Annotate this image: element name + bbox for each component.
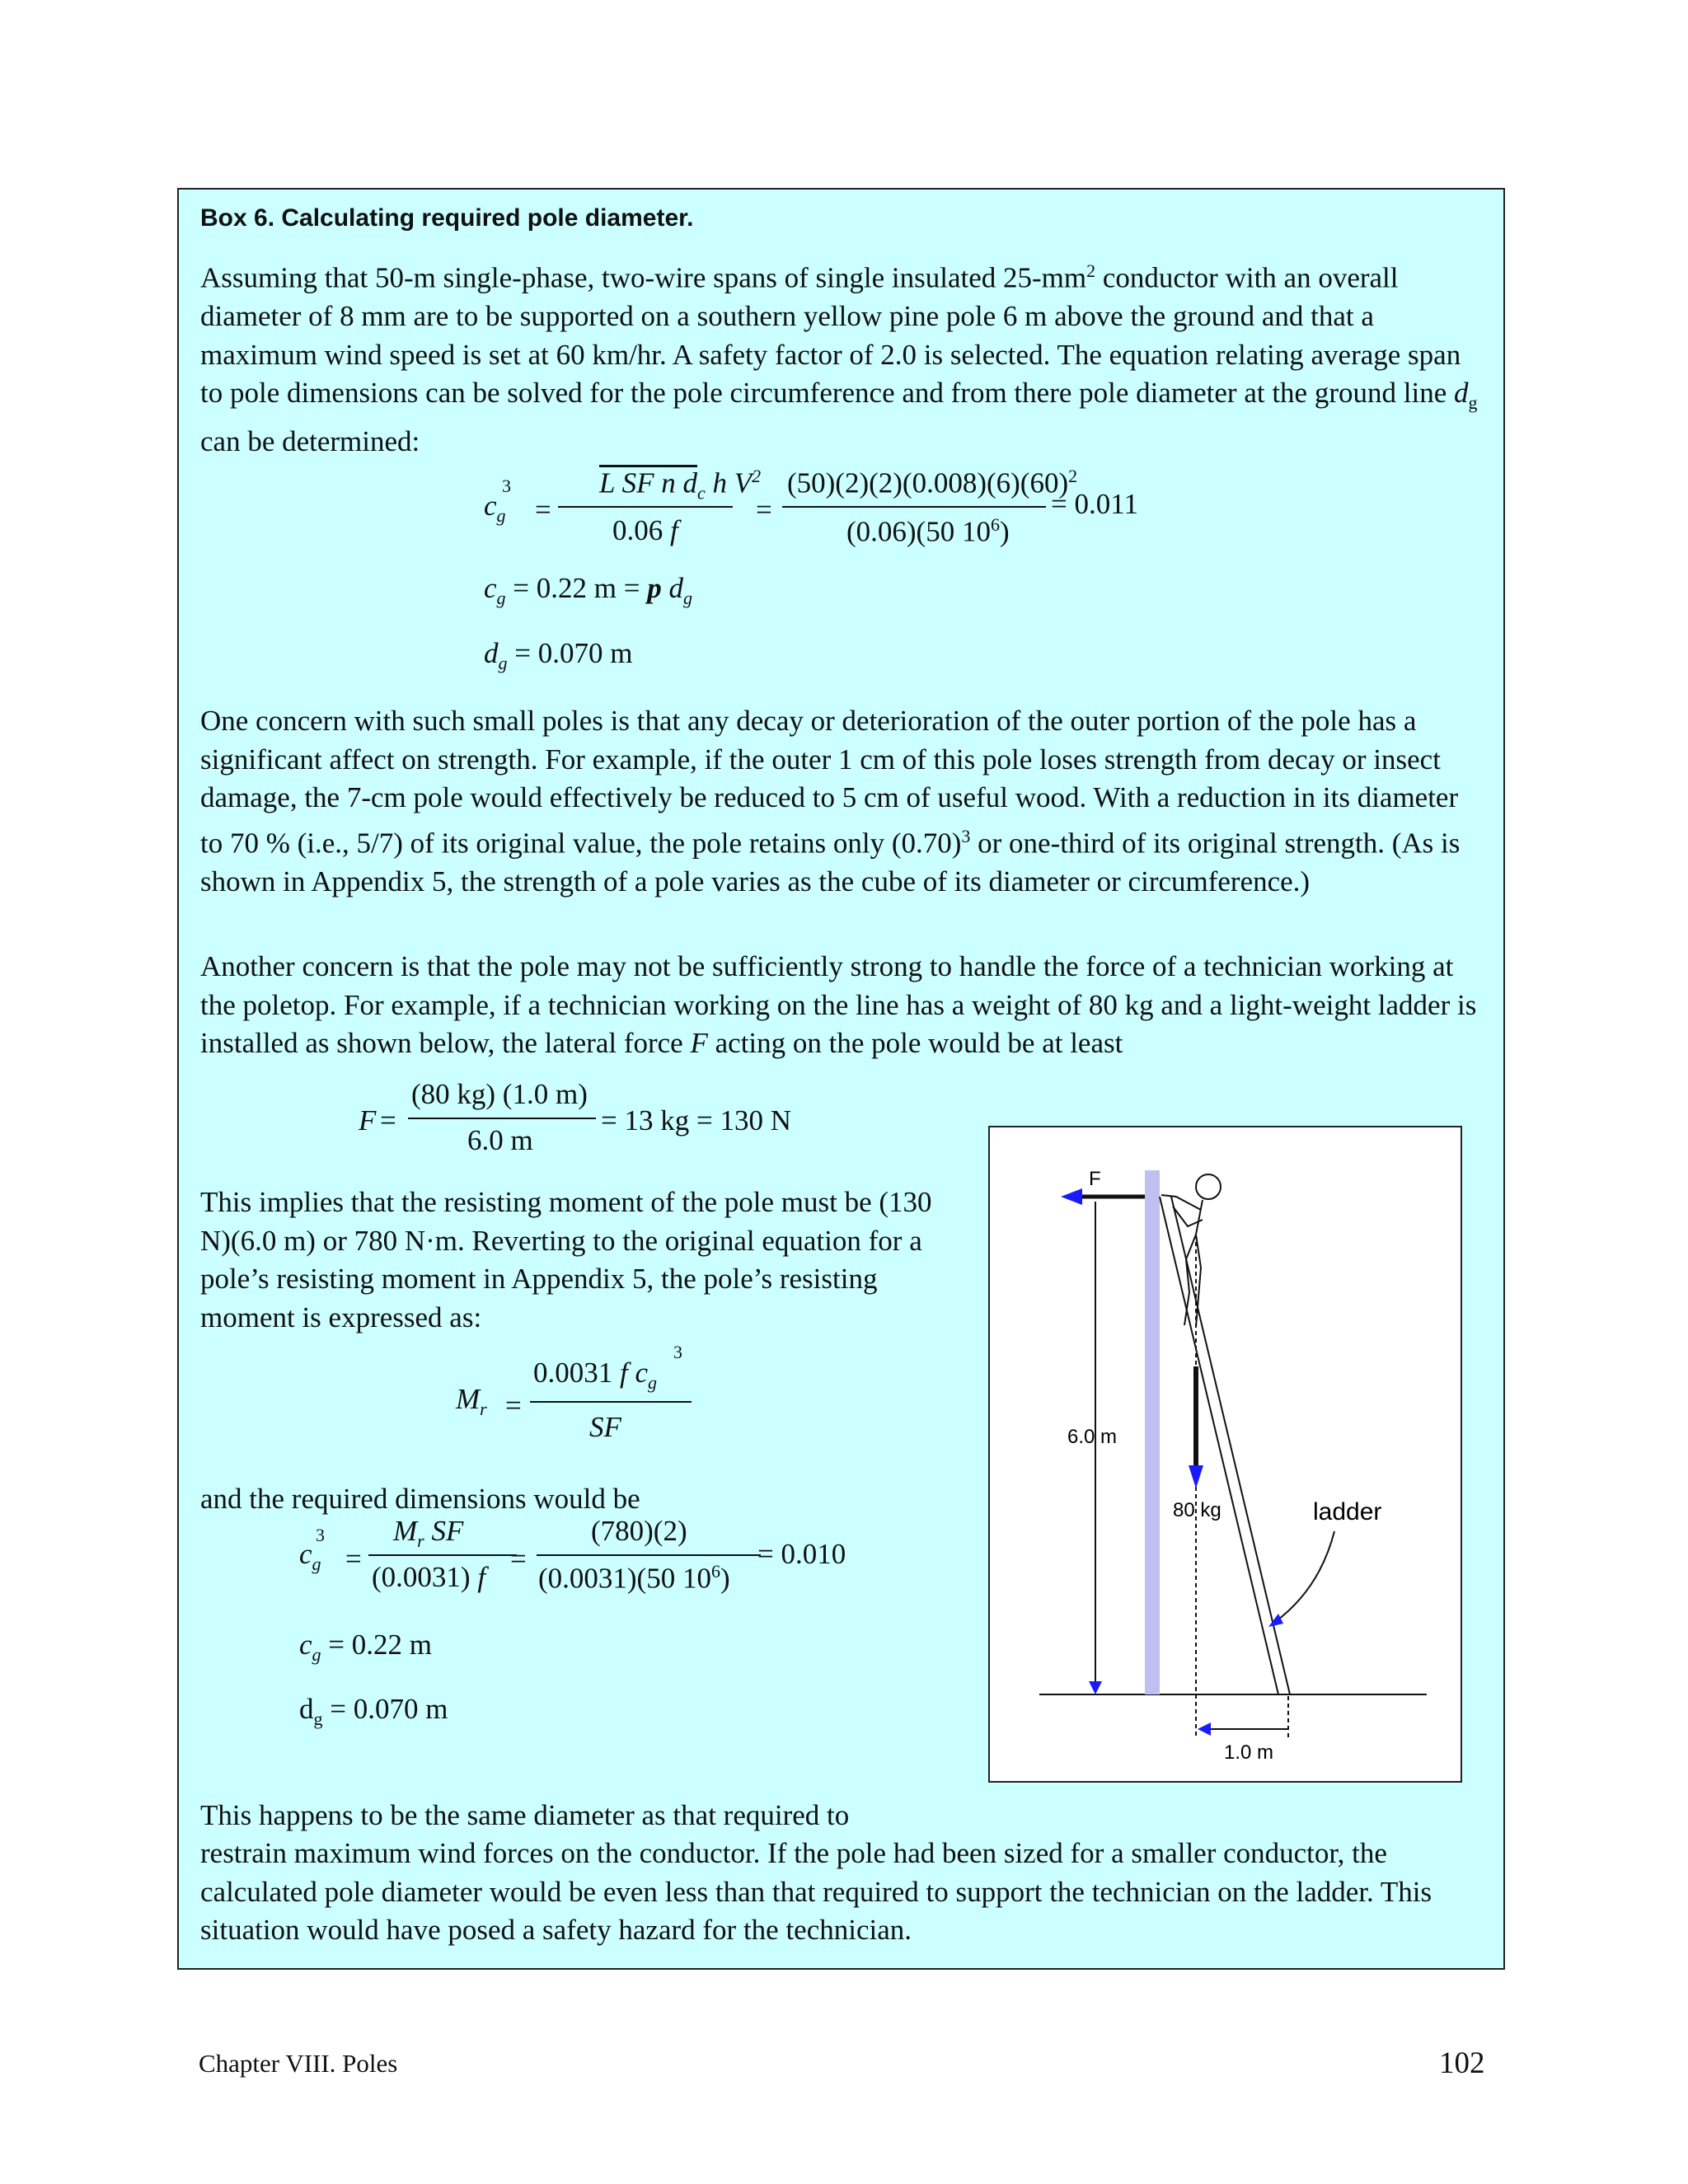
- paragraph-2: One concern with such small poles is that any decay or deterioration of the outer portion of the pole has a significant affect on strength. For example, if the outer 1 cm of this pole loses strength from decay or insect damage, the 7-cm pole would effectively be reduced to 5 cm of useful wood. With a reduction in its diameter to 70 % (i.e., 5/7) of its original value, the pole retains only $(0.70)^3$ or one-third of its original strength. (As is shown in Appendix 5, the strength of a pole varies as the cube of its diameter or circumference.): [200, 705, 1461, 898]
- technician-leg: [1184, 1235, 1196, 1325]
- ladder-leader: [1275, 1531, 1334, 1622]
- weight-arrowhead: [1189, 1465, 1203, 1488]
- box-6: Box 6. Calculating required pole diameter. Assuming that 50-m single-phase, two-wire spans of single insulated $25-mm^2$ conductor with an overall diameter of 8 mm are to be supported on a southern yellow pine pole 6 m above the ground and that a maximum wind speed is set at 60 km/hr. A safety factor of 2.0 is selected. The equation relating average span to pole dimensions can be solved for the pole circumference and from there pole diameter at the ground line $d_g$ can be determined: $c_g$ 3 = L SF n $d_c$ h $V^2$ 0.06 f = $(50)(2)(2)(0.008)(6)(60)^2$ (0.06)(50 $10^6$) = 0.011 $c_g = 0.22$ m = p $d_g$ $d_g = 0.070$ m One concern with such small poles is that any decay or deterioration of the outer portion of the pole has a significant affect on strength. For example, if the outer 1 cm of this pole loses strength from decay or insect damage, the 7-cm pole would effectively be reduced to 5 cm of useful wood. With a reduction in its diameter to 70 % (i.e., 5/7) of its original value, the pole retains only $(0.70)^3$ or one-third of its original strength. (As is shown in Appendix 5, the strength of a pole varies as the cube of its diameter or circumference.) Another concern is that the pole may not be sufficiently strong to handle the force of a technician working at the poletop. For example, if a technician working on the line has a weight of 80 kg and a light-weight ladder is installed as shown below, the lateral force F acting on the pole would be at least F = (80 kg) (1.0 m) 6.0 m = 13 kg = 130 N This implies that the resisting moment of the pole must be (130 N)(6.0 m) or 780 N·m. Reverting to the original equation for a pole’s resisting moment in Appendix 5, the pole’s resisting moment is expressed as: $M_r$ = 0.0031 f $c_g$ 3 SF and the required dimensions would be $c_g$ 3 = $M_r$ SF (0.0031) f = (780)(2) (0.0031)(50 $10^6$) = 0.010 $c_g = 0.22$ m $d_g = 0.070$ m This happens to be the same diameter as that required to restrain maximum wind forces on the conductor. If the pole had been sized for a smaller conductor, the calculated pole diameter would be even less than that required to support the technician on the ladder. This situation would have posed a safety hazard for the technician. 6.0 m F 80 kg ladder 1.0 m: [177, 188, 1505, 1970]
- equation-7: $c_g = 0.22$ m: [299, 1629, 433, 1665]
- paragraph-6-start: This happens to be the same diameter as that required to: [200, 1799, 850, 1831]
- ladder-label: ladder: [1313, 1498, 1382, 1526]
- height-label: 6.0 m: [1067, 1426, 1118, 1448]
- ladder-rail-left: [1160, 1197, 1278, 1694]
- technician-arm: [1161, 1195, 1201, 1210]
- page-number: 102: [1439, 2046, 1485, 2080]
- ladder-diagram: [988, 1126, 1462, 1783]
- paragraph-6: restrain maximum wind forces on the conductor. If the pole had been sized for a smaller conductor, the calculated pole diameter would be even less than that required to support the technician on the ladder. This situation would have posed a safety hazard for the technician.: [200, 1837, 1432, 1946]
- box-title: Box 6. Calculating required pole diameter.: [200, 204, 694, 232]
- weight-label: 80 kg: [1173, 1499, 1221, 1521]
- ladder-diagram-svg: [990, 1127, 1461, 1781]
- force-arrowhead: [1061, 1188, 1082, 1205]
- force-label: F: [1089, 1168, 1101, 1190]
- paragraph-4: This implies that the resisting moment of the pole must be (130 N)(6.0 m) or 780 N·m. Reverting to the original equation for a pole’s resisting moment in Appendix 5, the pole’s resisting moment is expressed as:: [200, 1186, 932, 1333]
- paragraph-3: Another concern is that the pole may not be sufficiently strong to handle the force of a technician working at the poletop. For example, if a technician working on the line has a weight of 80 kg and a light-weight ladder is installed as shown below, the lateral force F acting on the pole would be at least: [200, 950, 1477, 1059]
- technician-head: [1196, 1174, 1221, 1199]
- technician-body: [1196, 1200, 1203, 1327]
- pole: [1145, 1170, 1160, 1694]
- distance-label: 1.0 m: [1224, 1741, 1274, 1764]
- equation-8: $d_g = 0.070$ m: [299, 1693, 448, 1729]
- ladder-rail-right: [1171, 1197, 1290, 1694]
- paragraph-5: and the required dimensions would be: [200, 1483, 640, 1515]
- equation-3: $d_g = 0.070$ m: [484, 637, 633, 673]
- footer-chapter: Chapter VIII. Poles: [199, 2049, 398, 2078]
- paragraph-1: Assuming that 50-m single-phase, two-wire spans of single insulated $25-mm^2$ conductor with an overall diameter of 8 mm are to be supported on a southern yellow pine pole 6 m above the ground and that a maximum wind speed is set at 60 km/hr. A safety factor of 2.0 is selected. The equation relating average span to pole dimensions can be solved for the pole circumference and from there pole diameter at the ground line $d_g$ can be determined:: [200, 260, 1478, 457]
- equation-2: $c_g = 0.22$ m = p $d_g$: [484, 572, 692, 608]
